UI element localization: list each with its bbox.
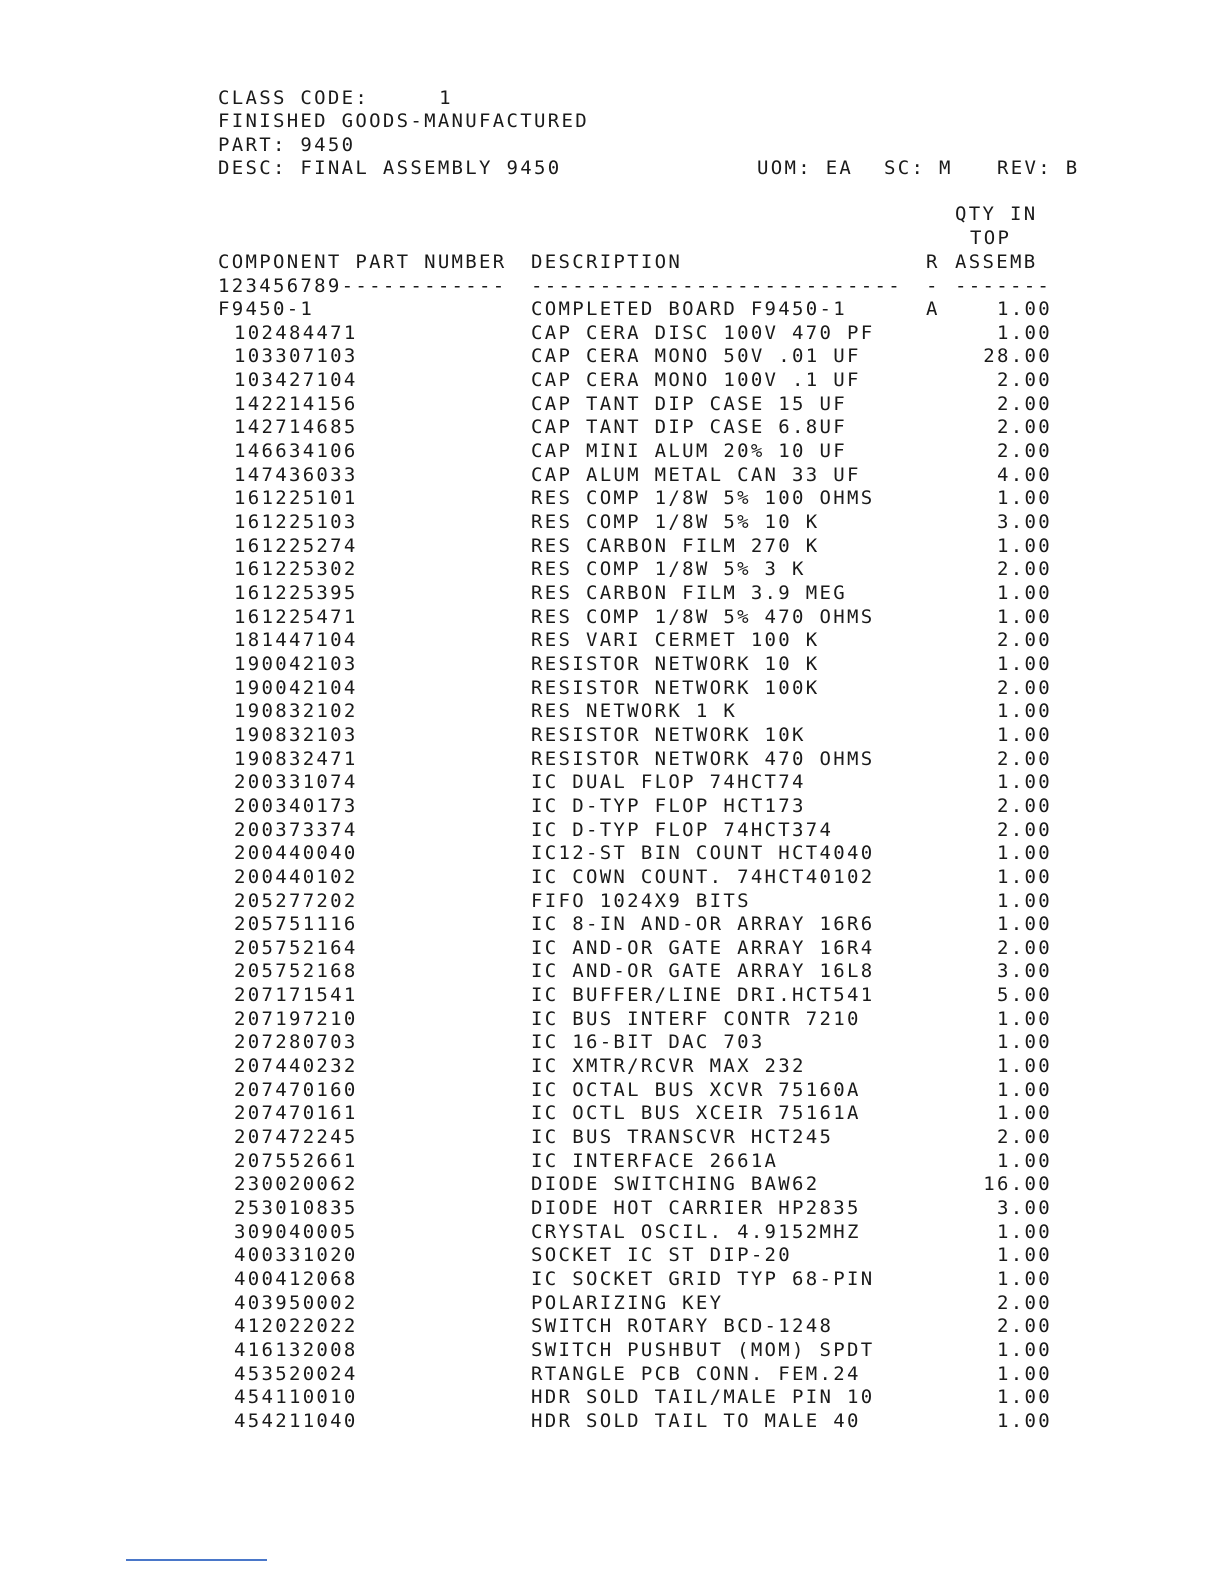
table-row: [0, 535, 1224, 559]
table-row: [0, 322, 1224, 346]
component-part-number: 200440040: [234, 842, 358, 865]
component-description: IC XMTR/RCVR MAX 232: [531, 1055, 806, 1078]
component-part-number: 207470160: [234, 1078, 358, 1101]
component-description: RES COMP 1/8W 5% 470 OHMS: [531, 605, 875, 628]
table-row: [0, 1386, 1224, 1410]
component-part-number: 207472245: [234, 1126, 358, 1149]
component-part-number: 454211040: [234, 1410, 358, 1433]
quantity-value: 2.00: [997, 676, 1052, 699]
qty-header-line-3: ASSEMB: [955, 251, 1038, 273]
quantity-value: 1.00: [997, 889, 1052, 912]
quantity-value: 3.00: [997, 1197, 1052, 1220]
component-part-number: 161225103: [234, 510, 358, 533]
table-row: [0, 582, 1224, 606]
component-description: RESISTOR NETWORK 10 K: [531, 652, 820, 675]
table-row: [0, 606, 1224, 630]
table-row: [0, 984, 1224, 1008]
quantity-value: 2.00: [997, 936, 1052, 959]
r-column-header: R: [926, 251, 940, 273]
quantity-value: 1.00: [997, 321, 1052, 344]
component-description: IC DUAL FLOP 74HCT74: [531, 771, 806, 794]
quantity-value: 5.00: [997, 984, 1052, 1007]
component-part-number: 200440102: [234, 865, 358, 888]
component-part-number: F9450-1: [218, 298, 315, 320]
component-description: RES NETWORK 1 K: [531, 700, 738, 723]
table-row: [0, 960, 1224, 984]
component-part-number: 200331074: [234, 771, 358, 794]
quantity-value: 1.00: [997, 298, 1052, 320]
quantity-value: 1.00: [997, 534, 1052, 557]
component-description: IC AND-OR GATE ARRAY 16R4: [531, 936, 875, 959]
table-row: [0, 1268, 1224, 1292]
component-part-number: 161225101: [234, 487, 358, 510]
quantity-value: 1.00: [997, 1102, 1052, 1125]
component-part-number: 200373374: [234, 818, 358, 841]
component-description: HDR SOLD TAIL TO MALE 40: [531, 1410, 861, 1433]
component-part-number: 207197210: [234, 1007, 358, 1030]
component-description: RES CARBON FILM 270 K: [531, 534, 820, 557]
table-row: [0, 416, 1224, 440]
component-part-number: 142714685: [234, 416, 358, 439]
table-row: [0, 1339, 1224, 1363]
quantity-value: 1.00: [997, 1031, 1052, 1054]
component-description: DIODE SWITCHING BAW62: [531, 1173, 820, 1196]
quantity-value: 1.00: [997, 913, 1052, 936]
component-part-number: 190042103: [234, 652, 358, 675]
quantity-value: 2.00: [997, 1315, 1052, 1338]
component-description: HDR SOLD TAIL/MALE PIN 10: [531, 1386, 875, 1409]
component-part-number: 416132008: [234, 1339, 358, 1362]
table-row: [0, 487, 1224, 511]
quantity-value: 2.00: [997, 558, 1052, 581]
component-part-number: 161225302: [234, 558, 358, 581]
component-part-number: 103307103: [234, 345, 358, 368]
component-description: IC OCTL BUS XCEIR 75161A: [531, 1102, 861, 1125]
component-part-number: 200340173: [234, 794, 358, 817]
component-part-number: 454110010: [234, 1386, 358, 1409]
component-part-number: 207280703: [234, 1031, 358, 1054]
quantity-value: 2.00: [997, 392, 1052, 415]
component-part-number: 230020062: [234, 1173, 358, 1196]
component-part-number: 403950002: [234, 1291, 358, 1314]
quantity-value: 1.00: [997, 723, 1052, 746]
description-line: DESC: FINAL ASSEMBLY 9450: [218, 157, 562, 179]
quantity-value: 3.00: [997, 960, 1052, 983]
component-part-number: 190832103: [234, 723, 358, 746]
component-description: IC BUS TRANSCVR HCT245: [531, 1126, 834, 1149]
table-row: [0, 1244, 1224, 1268]
class-code-value: 1: [439, 87, 453, 109]
component-part-number: 253010835: [234, 1197, 358, 1220]
quantity-value: 1.00: [997, 605, 1052, 628]
component-description: CAP CERA DISC 100V 470 PF: [531, 321, 875, 344]
table-row: [0, 1031, 1224, 1055]
component-part-number: 453520024: [234, 1362, 358, 1385]
component-part-number: 309040005: [234, 1220, 358, 1243]
component-description: CAP TANT DIP CASE 6.8UF: [531, 416, 847, 439]
quantity-value: 2.00: [997, 818, 1052, 841]
quantity-value: 1.00: [997, 1339, 1052, 1362]
table-row: [0, 1126, 1224, 1150]
table-row: [0, 653, 1224, 677]
table-row: [0, 629, 1224, 653]
table-row: [0, 369, 1224, 393]
quantity-value: 1.00: [997, 1268, 1052, 1291]
component-description: CAP CERA MONO 100V .1 UF: [531, 368, 861, 391]
component-description: CRYSTAL OSCIL. 4.9152MHZ: [531, 1220, 861, 1243]
component-part-number: 205751116: [234, 913, 358, 936]
component-description: IC SOCKET GRID TYP 68-PIN: [531, 1268, 875, 1291]
component-description: IC BUS INTERF CONTR 7210: [531, 1007, 861, 1030]
class-description: FINISHED GOODS-MANUFACTURED: [218, 110, 589, 132]
sc-field: SC: M: [884, 157, 953, 179]
component-description: RES VARI CERMET 100 K: [531, 629, 820, 652]
quantity-value: 1.00: [997, 652, 1052, 675]
component-description: IC 8-IN AND-OR ARRAY 16R6: [531, 913, 875, 936]
component-part-number: 147436033: [234, 463, 358, 486]
table-row: [0, 393, 1224, 417]
revision-flag: A: [926, 298, 940, 320]
quantity-value: 1.00: [997, 1055, 1052, 1078]
quantity-value: 1.00: [997, 1386, 1052, 1409]
quantity-value: 2.00: [997, 368, 1052, 391]
component-description: CAP CERA MONO 50V .01 UF: [531, 345, 861, 368]
component-part-number: 181447104: [234, 629, 358, 652]
quantity-value: 1.00: [997, 1078, 1052, 1101]
class-code-line: [218, 87, 453, 111]
quantity-value: 1.00: [997, 581, 1052, 604]
quantity-value: 2.00: [997, 439, 1052, 462]
table-row: [0, 1102, 1224, 1126]
table-row: [0, 1008, 1224, 1032]
quantity-value: 3.00: [997, 510, 1052, 533]
qty-header-line-2: TOP: [970, 227, 1012, 249]
rev-field: REV: B: [997, 157, 1080, 179]
component-part-number: 205752164: [234, 936, 358, 959]
component-description: IC OCTAL BUS XCVR 75160A: [531, 1078, 861, 1101]
quantity-value: 28.00: [983, 345, 1052, 368]
component-description: RES COMP 1/8W 5% 10 K: [531, 510, 820, 533]
component-description: RTANGLE PCB CONN. FEM.24: [531, 1362, 861, 1385]
component-description: POLARIZING KEY: [531, 1291, 724, 1314]
component-part-number: 400331020: [234, 1244, 358, 1267]
quantity-value: 1.00: [997, 771, 1052, 794]
component-part-number: 207470161: [234, 1102, 358, 1125]
component-part-number: 146634106: [234, 439, 358, 462]
component-description: RES COMP 1/8W 5% 100 OHMS: [531, 487, 875, 510]
qty-rule: -------: [955, 275, 1052, 297]
component-description: SWITCH PUSHBUT (MOM) SPDT: [531, 1339, 875, 1362]
class-code-label: CLASS CODE:: [218, 87, 370, 109]
component-description: SOCKET IC ST DIP-20: [531, 1244, 793, 1267]
component-part-number: 190042104: [234, 676, 358, 699]
component-description: RESISTOR NETWORK 10K: [531, 723, 806, 746]
component-part-number: 207440232: [234, 1055, 358, 1078]
quantity-value: 1.00: [997, 487, 1052, 510]
component-description: IC D-TYP FLOP HCT173: [531, 794, 806, 817]
component-description: COMPLETED BOARD F9450-1: [531, 298, 847, 320]
component-description: CAP TANT DIP CASE 15 UF: [531, 392, 847, 415]
component-description: IC BUFFER/LINE DRI.HCT541: [531, 984, 875, 1007]
component-description: IC12-ST BIN COUNT HCT4040: [531, 842, 875, 865]
component-part-number: 205277202: [234, 889, 358, 912]
table-row: [0, 890, 1224, 914]
part-line: PART: 9450: [218, 134, 356, 156]
table-row: [0, 937, 1224, 961]
quantity-value: 2.00: [997, 747, 1052, 770]
component-part-number: 207171541: [234, 984, 358, 1007]
component-description: IC D-TYP FLOP 74HCT374: [531, 818, 834, 841]
component-description: RES CARBON FILM 3.9 MEG: [531, 581, 847, 604]
quantity-value: 1.00: [997, 1244, 1052, 1267]
component-description: RESISTOR NETWORK 100K: [531, 676, 820, 699]
table-row: [0, 866, 1224, 890]
quantity-value: 2.00: [997, 1291, 1052, 1314]
description-column-header: DESCRIPTION: [531, 251, 683, 273]
quantity-value: 1.00: [997, 700, 1052, 723]
table-row: [0, 1197, 1224, 1221]
table-row: [0, 842, 1224, 866]
footer-rule: [126, 1559, 267, 1561]
table-row: [0, 1315, 1224, 1339]
component-description: SWITCH ROTARY BCD-1248: [531, 1315, 834, 1338]
quantity-value: 2.00: [997, 416, 1052, 439]
component-part-number: 205752168: [234, 960, 358, 983]
table-row: [0, 1410, 1224, 1434]
quantity-value: 1.00: [997, 1410, 1052, 1433]
component-description: IC 16-BIT DAC 703: [531, 1031, 765, 1054]
component-part-number: 190832471: [234, 747, 358, 770]
table-row: [0, 440, 1224, 464]
component-description: CAP MINI ALUM 20% 10 UF: [531, 439, 847, 462]
quantity-value: 1.00: [997, 1007, 1052, 1030]
component-part-number: 207552661: [234, 1149, 358, 1172]
component-part-number: 161225471: [234, 605, 358, 628]
uom-field: UOM: EA: [757, 157, 854, 179]
table-row: [0, 771, 1224, 795]
table-row: [0, 464, 1224, 488]
table-row: [0, 1363, 1224, 1387]
table-row: [0, 558, 1224, 582]
quantity-value: 1.00: [997, 865, 1052, 888]
table-row: [0, 511, 1224, 535]
component-part-number: 161225274: [234, 534, 358, 557]
quantity-value: 1.00: [997, 1220, 1052, 1243]
r-rule: -: [926, 275, 940, 297]
component-description: FIFO 1024X9 BITS: [531, 889, 751, 912]
quantity-value: 4.00: [997, 463, 1052, 486]
component-part-number: 161225395: [234, 581, 358, 604]
component-description: RES COMP 1/8W 5% 3 K: [531, 558, 806, 581]
quantity-value: 16.00: [983, 1173, 1052, 1196]
component-description: RESISTOR NETWORK 470 OHMS: [531, 747, 875, 770]
table-row: [0, 724, 1224, 748]
table-row: [0, 1055, 1224, 1079]
component-part-number: 103427104: [234, 368, 358, 391]
table-row: [0, 748, 1224, 772]
table-row: [0, 1221, 1224, 1245]
quantity-value: 2.00: [997, 629, 1052, 652]
description-rule: ---------------------------: [531, 275, 902, 297]
component-description: IC COWN COUNT. 74HCT40102: [531, 865, 875, 888]
quantity-value: 1.00: [997, 842, 1052, 865]
table-row: [0, 1150, 1224, 1174]
component-column-header: COMPONENT PART NUMBER: [218, 251, 507, 273]
component-part-number: 400412068: [234, 1268, 358, 1291]
component-part-number: 412022022: [234, 1315, 358, 1338]
table-row: [0, 1173, 1224, 1197]
table-row: [0, 819, 1224, 843]
component-rule: 123456789------------: [218, 275, 507, 297]
component-description: IC AND-OR GATE ARRAY 16L8: [531, 960, 875, 983]
table-row: [0, 677, 1224, 701]
quantity-value: 2.00: [997, 1126, 1052, 1149]
qty-header-line-1: QTY IN: [955, 203, 1038, 225]
table-row: [0, 913, 1224, 937]
table-row: [0, 795, 1224, 819]
component-part-number: 142214156: [234, 392, 358, 415]
table-row: [0, 700, 1224, 724]
table-row: [0, 1079, 1224, 1103]
table-row: [0, 1292, 1224, 1316]
table-row: [0, 298, 1224, 322]
quantity-value: 2.00: [997, 794, 1052, 817]
quantity-value: 1.00: [997, 1149, 1052, 1172]
component-part-number: 190832102: [234, 700, 358, 723]
table-row: [0, 345, 1224, 369]
component-description: DIODE HOT CARRIER HP2835: [531, 1197, 861, 1220]
component-description: CAP ALUM METAL CAN 33 UF: [531, 463, 861, 486]
component-description: IC INTERFACE 2661A: [531, 1149, 779, 1172]
quantity-value: 1.00: [997, 1362, 1052, 1385]
component-part-number: 102484471: [234, 321, 358, 344]
